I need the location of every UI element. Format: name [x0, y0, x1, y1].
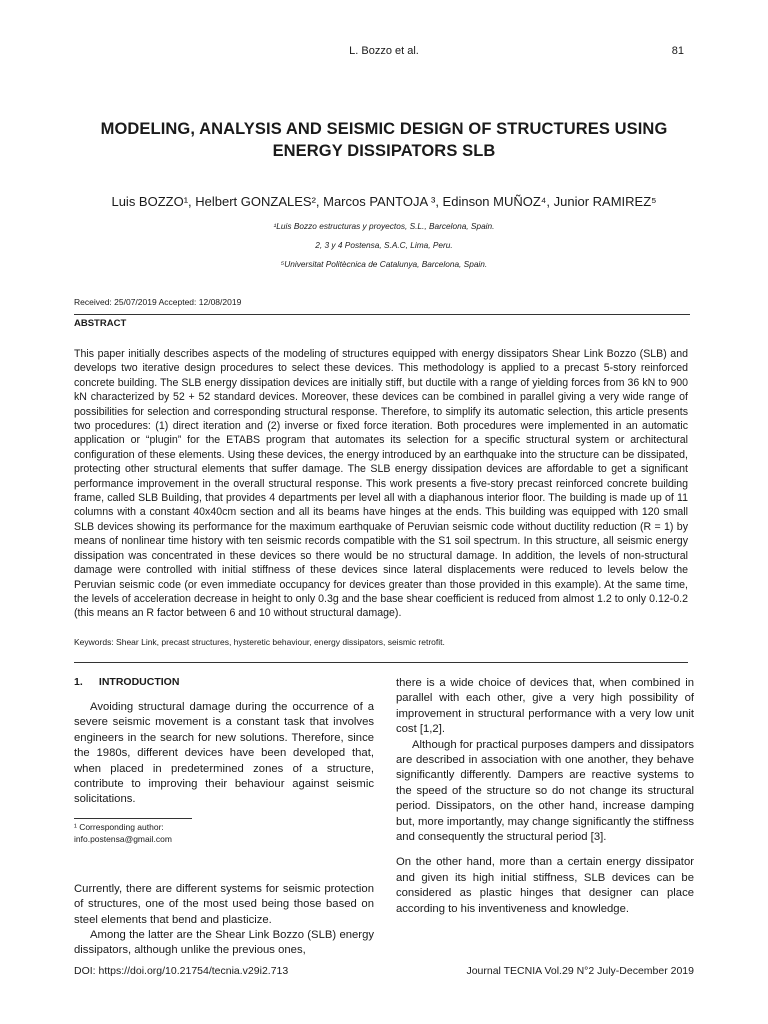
intro-paragraph-3: Among the latter are the Shear Link Bozzo (SLB) energy dissipators, although unlike the previous ones, — [74, 929, 374, 957]
left-column — [74, 676, 374, 959]
keywords-bottom-rule — [74, 662, 688, 663]
right-paragraph-3: On the other hand, more than a certain energy dissipator and given its high initial stiffness, SLB devices can be considered as plastic hinges that designer can place according to his inventiveness and knowledge. — [396, 856, 694, 915]
abstract-heading: ABSTRACT — [74, 318, 127, 329]
doi-footer: DOI: https://doi.org/10.21754/tecnia.v29i2.713 — [74, 965, 289, 977]
right-paragraph-1: there is a wide choice of devices that, when combined in parallel with each other, give a very high possibility of improvement in structural performance with a very low unit cost [1,2]. — [396, 677, 694, 736]
footnote-email: info.postensa@gmail.com — [74, 833, 172, 844]
right-column — [396, 676, 694, 917]
keywords: Keywords: Shear Link, precast structures, hysteretic behaviour, energy dissipators, seismic retrofit. — [74, 637, 445, 647]
affiliation-1: ¹Luis Bozzo estructuras y proyectos, S.L., Barcelona, Spain. — [273, 221, 495, 231]
footnote-rule — [74, 818, 192, 819]
received-accepted-dates: Received: 25/07/2019 Accepted: 12/08/2019 — [74, 297, 242, 307]
paper-title: MODELING, ANALYSIS AND SEISMIC DESIGN OF STRUCTURES USING ENERGY DISSIPATORS SLB — [100, 120, 668, 160]
journal-footer: Journal TECNIA Vol.29 N°2 July-December 2019 — [466, 965, 694, 977]
intro-paragraph-1: Avoiding structural damage during the occurrence of a severe seismic movement is a constant task that involves engineers in the search for new solutions. Therefore, since the 1980s, different devices have been developed that, when placed in predetermined zones of a structure, contribute to improving their behaviour against seismic solicitations. — [74, 701, 374, 806]
section-number: 1. — [74, 676, 83, 688]
authors-line: Luis BOZZO¹, Helbert GONZALES², Marcos PANTOJA ³, Edinson MUÑOZ⁴, Junior RAMIREZ⁵ — [111, 194, 657, 209]
affiliation-3: ⁵Universitat Politècnica de Catalunya, Barcelona, Spain. — [280, 259, 488, 269]
abstract-text: This paper initially describes aspects of the modeling of structures equipped with energy dissipators Shear Link Bozzo (SLB) and develops two iterative design procedures to select these devices. This methodology is applied to a precast 5-story reinforced concrete building. The SLB energy dissipation devices are initially stiff, but ductile with a range of yielding forces from 36 kN to 900 kN characterized by 52 + 52 standard devices. Moreover, these devices can be combined in parallel giving a very wide range of possibilities for selection and corresponding structural response. Therefore, to simplify its automatic selection, this article presents two procedures: (1) direct iteration and (2) inverse or fixed force iteration. Both procedures were implemented in an automatic application or “plugin” for the ETABS program that automates its selection for a specific structural system or architectural configuration of these elements. Using these devices, the energy introduced by an earthquake into the structure can be dissipated, protecting other structural elements that suffer damage. The SLB energy dissipation devices are affordable to get a significant performance improvement in the overall structural response. This work presents a five-story precast reinforced concrete building frame, called SLB Building, that provides 4 departments per level all with a diaphanous interior floor. The building is made up of 11 columns with a constant 40x40cm section and all its beams have hinges at the ends. This building was equipped with 120 small SLB devices showing its performance for the maximum earthquake of Peruvian seismic code without ductility reduction (R = 1) by means of nonlinear time history with ten seismic records compatible with the S1 soil spectrum. In this structure, all seismic energy dissipation was concentrated in these devices so there would be no structural damage. In addition, the levels of non-structural damage were controlled with initial stiffness of these devices since lateral displacements were reduced to levels below the Peruvian seismic code (or even immediate occupancy for devices greater than those provided in this example). At the same time, the levels of acceleration decrease in height to only 0.3g and the base shear coefficient is reduced from almost 1.2 to only 0.12-0.2 (this means an R factor between 6 and 10 without structural damage). — [74, 348, 688, 620]
intro-paragraph-2: Currently, there are different systems for seismic protection of structures, one of the most used being those based on steel elements that bend and plasticize. — [74, 882, 374, 926]
abstract-top-rule — [74, 314, 690, 315]
page-number: 81 — [671, 45, 684, 57]
running-header-authors: L. Bozzo et al. — [349, 45, 419, 57]
affiliation-2: 2, 3 y 4 Postensa, S.A.C, Lima, Peru. — [315, 240, 453, 250]
section-title: INTRODUCTION — [98, 676, 180, 688]
footnote-label: ¹ Corresponding author: — [74, 821, 164, 832]
right-paragraph-2: Although for practical purposes dampers and dissipators are described in association with one another, they behave significantly differently. Dampers are reactive systems to the speed of the structure so do not change its structural period. Dissipators, on the other hand, increase damping but, more importantly, may change significantly the stiffness and consequently the structural period [3]. — [396, 738, 694, 844]
section-heading — [74, 676, 374, 688]
